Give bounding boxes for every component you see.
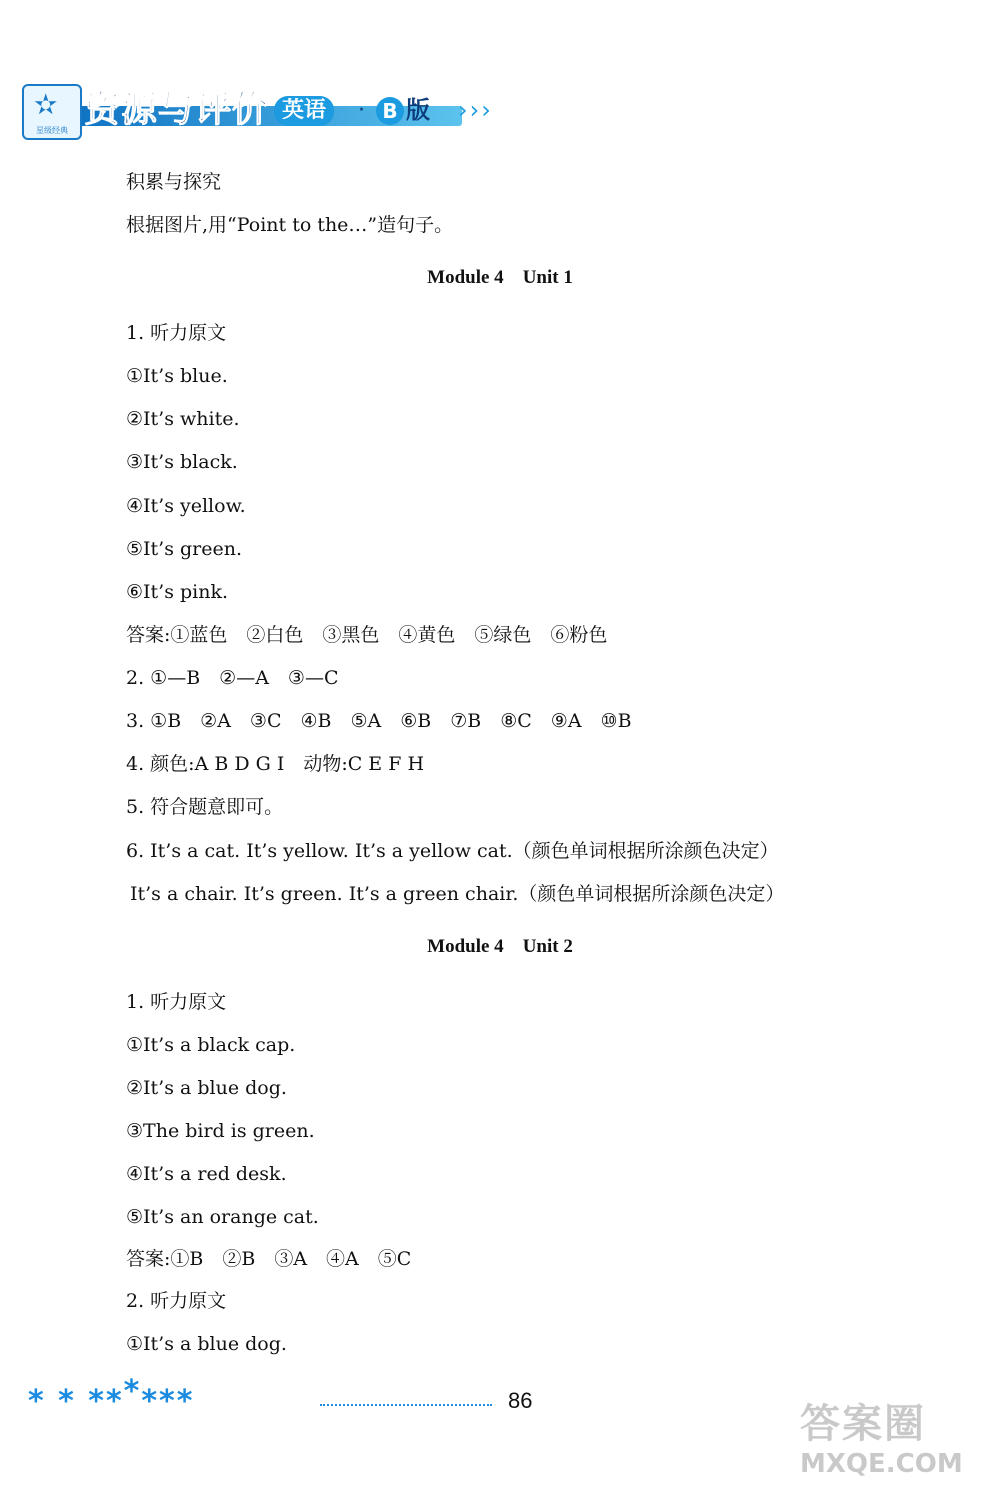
subject-badge: 英语	[274, 96, 334, 126]
unit1-q3: 3. ①B ②A ③C ④B ⑤A ⑥B ⑦B ⑧C ⑨A ⑩B	[126, 710, 632, 732]
book-header-banner	[22, 80, 492, 142]
site-watermark	[800, 1400, 990, 1492]
unit1-listening-item: ①It’s blue.	[126, 365, 228, 387]
unit1-listening-title: 1. 听力原文	[126, 322, 227, 344]
separator-dot: ·	[358, 98, 365, 123]
unit1-q6-line1: 6. It’s a cat. It’s yellow. It’s a yellow cat.（颜色单词根据所涂颜色决定）	[126, 840, 779, 862]
unit1-listening-item: ⑤It’s green.	[126, 538, 243, 560]
unit1-listening-item: ⑥It’s pink.	[126, 581, 229, 603]
page-number: 86	[508, 1388, 533, 1413]
unit1-unit: Unit 1	[522, 267, 573, 288]
watermark-title: 答案圈	[800, 1401, 926, 1447]
unit1-listening-item: ③It’s black.	[126, 451, 238, 473]
unit1-q4: 4. 颜色:A B D G I 动物:C E F H	[126, 753, 425, 775]
footer-dotted-leader	[320, 1388, 492, 1406]
unit2-listening-item: ③The bird is green.	[126, 1120, 315, 1142]
unit1-module: Module 4	[427, 267, 504, 288]
book-title: 资源与评价	[84, 89, 270, 130]
footer-star-icons	[28, 1374, 195, 1422]
unit2-unit: Unit 2	[522, 936, 573, 957]
footer-star-high: *	[123, 1374, 142, 1409]
chevron-icon: ›››	[458, 96, 493, 124]
unit2-listening-item: ①It’s a black cap.	[126, 1034, 296, 1056]
star-logo-icon: ✫	[34, 88, 58, 121]
unit1-q5: 5. 符合题意即可。	[126, 796, 284, 818]
unit1-q2: 2. ①—B ②—A ③—C	[126, 667, 339, 689]
section-heading: 积累与探究	[126, 171, 222, 193]
logo-caption: 星级经典	[36, 126, 68, 135]
unit2-listening2-item: ①It’s a blue dog.	[126, 1333, 287, 1355]
unit1-q6-line2: It’s a chair. It’s green. It’s a green chair.（颜色单词根据所涂颜色决定）	[130, 883, 785, 905]
unit2-listening-item: ⑤It’s an orange cat.	[126, 1206, 319, 1228]
unit2-listening-title: 1. 听力原文	[126, 991, 227, 1013]
edition-suffix: 版	[406, 96, 430, 124]
unit2-listening2-title: 2. 听力原文	[126, 1290, 227, 1312]
instruction-text: 根据图片,用“Point to the…”造句子。	[126, 214, 454, 236]
edition-label	[376, 94, 430, 126]
unit1-listening-item: ②It’s white.	[126, 408, 240, 430]
unit2-listening-item: ②It’s a blue dog.	[126, 1077, 287, 1099]
unit2-answer: 答案:①B ②B ③A ④A ⑤C	[126, 1248, 412, 1270]
unit2-heading	[0, 935, 1000, 959]
edition-letter: B	[376, 97, 404, 125]
unit2-listening-item: ④It’s a red desk.	[126, 1163, 287, 1185]
unit2-module: Module 4	[427, 936, 504, 957]
footer-stars-a: * * **	[28, 1384, 124, 1419]
publisher-logo	[22, 84, 82, 140]
unit1-heading	[0, 266, 1000, 290]
unit1-answer: 答案:①蓝色 ②白色 ③黑色 ④黄色 ⑤绿色 ⑥粉色	[126, 624, 608, 646]
watermark-url: MXQE.COM	[800, 1449, 963, 1479]
unit1-listening-item: ④It’s yellow.	[126, 495, 246, 517]
footer-stars-b: ***	[141, 1384, 195, 1419]
